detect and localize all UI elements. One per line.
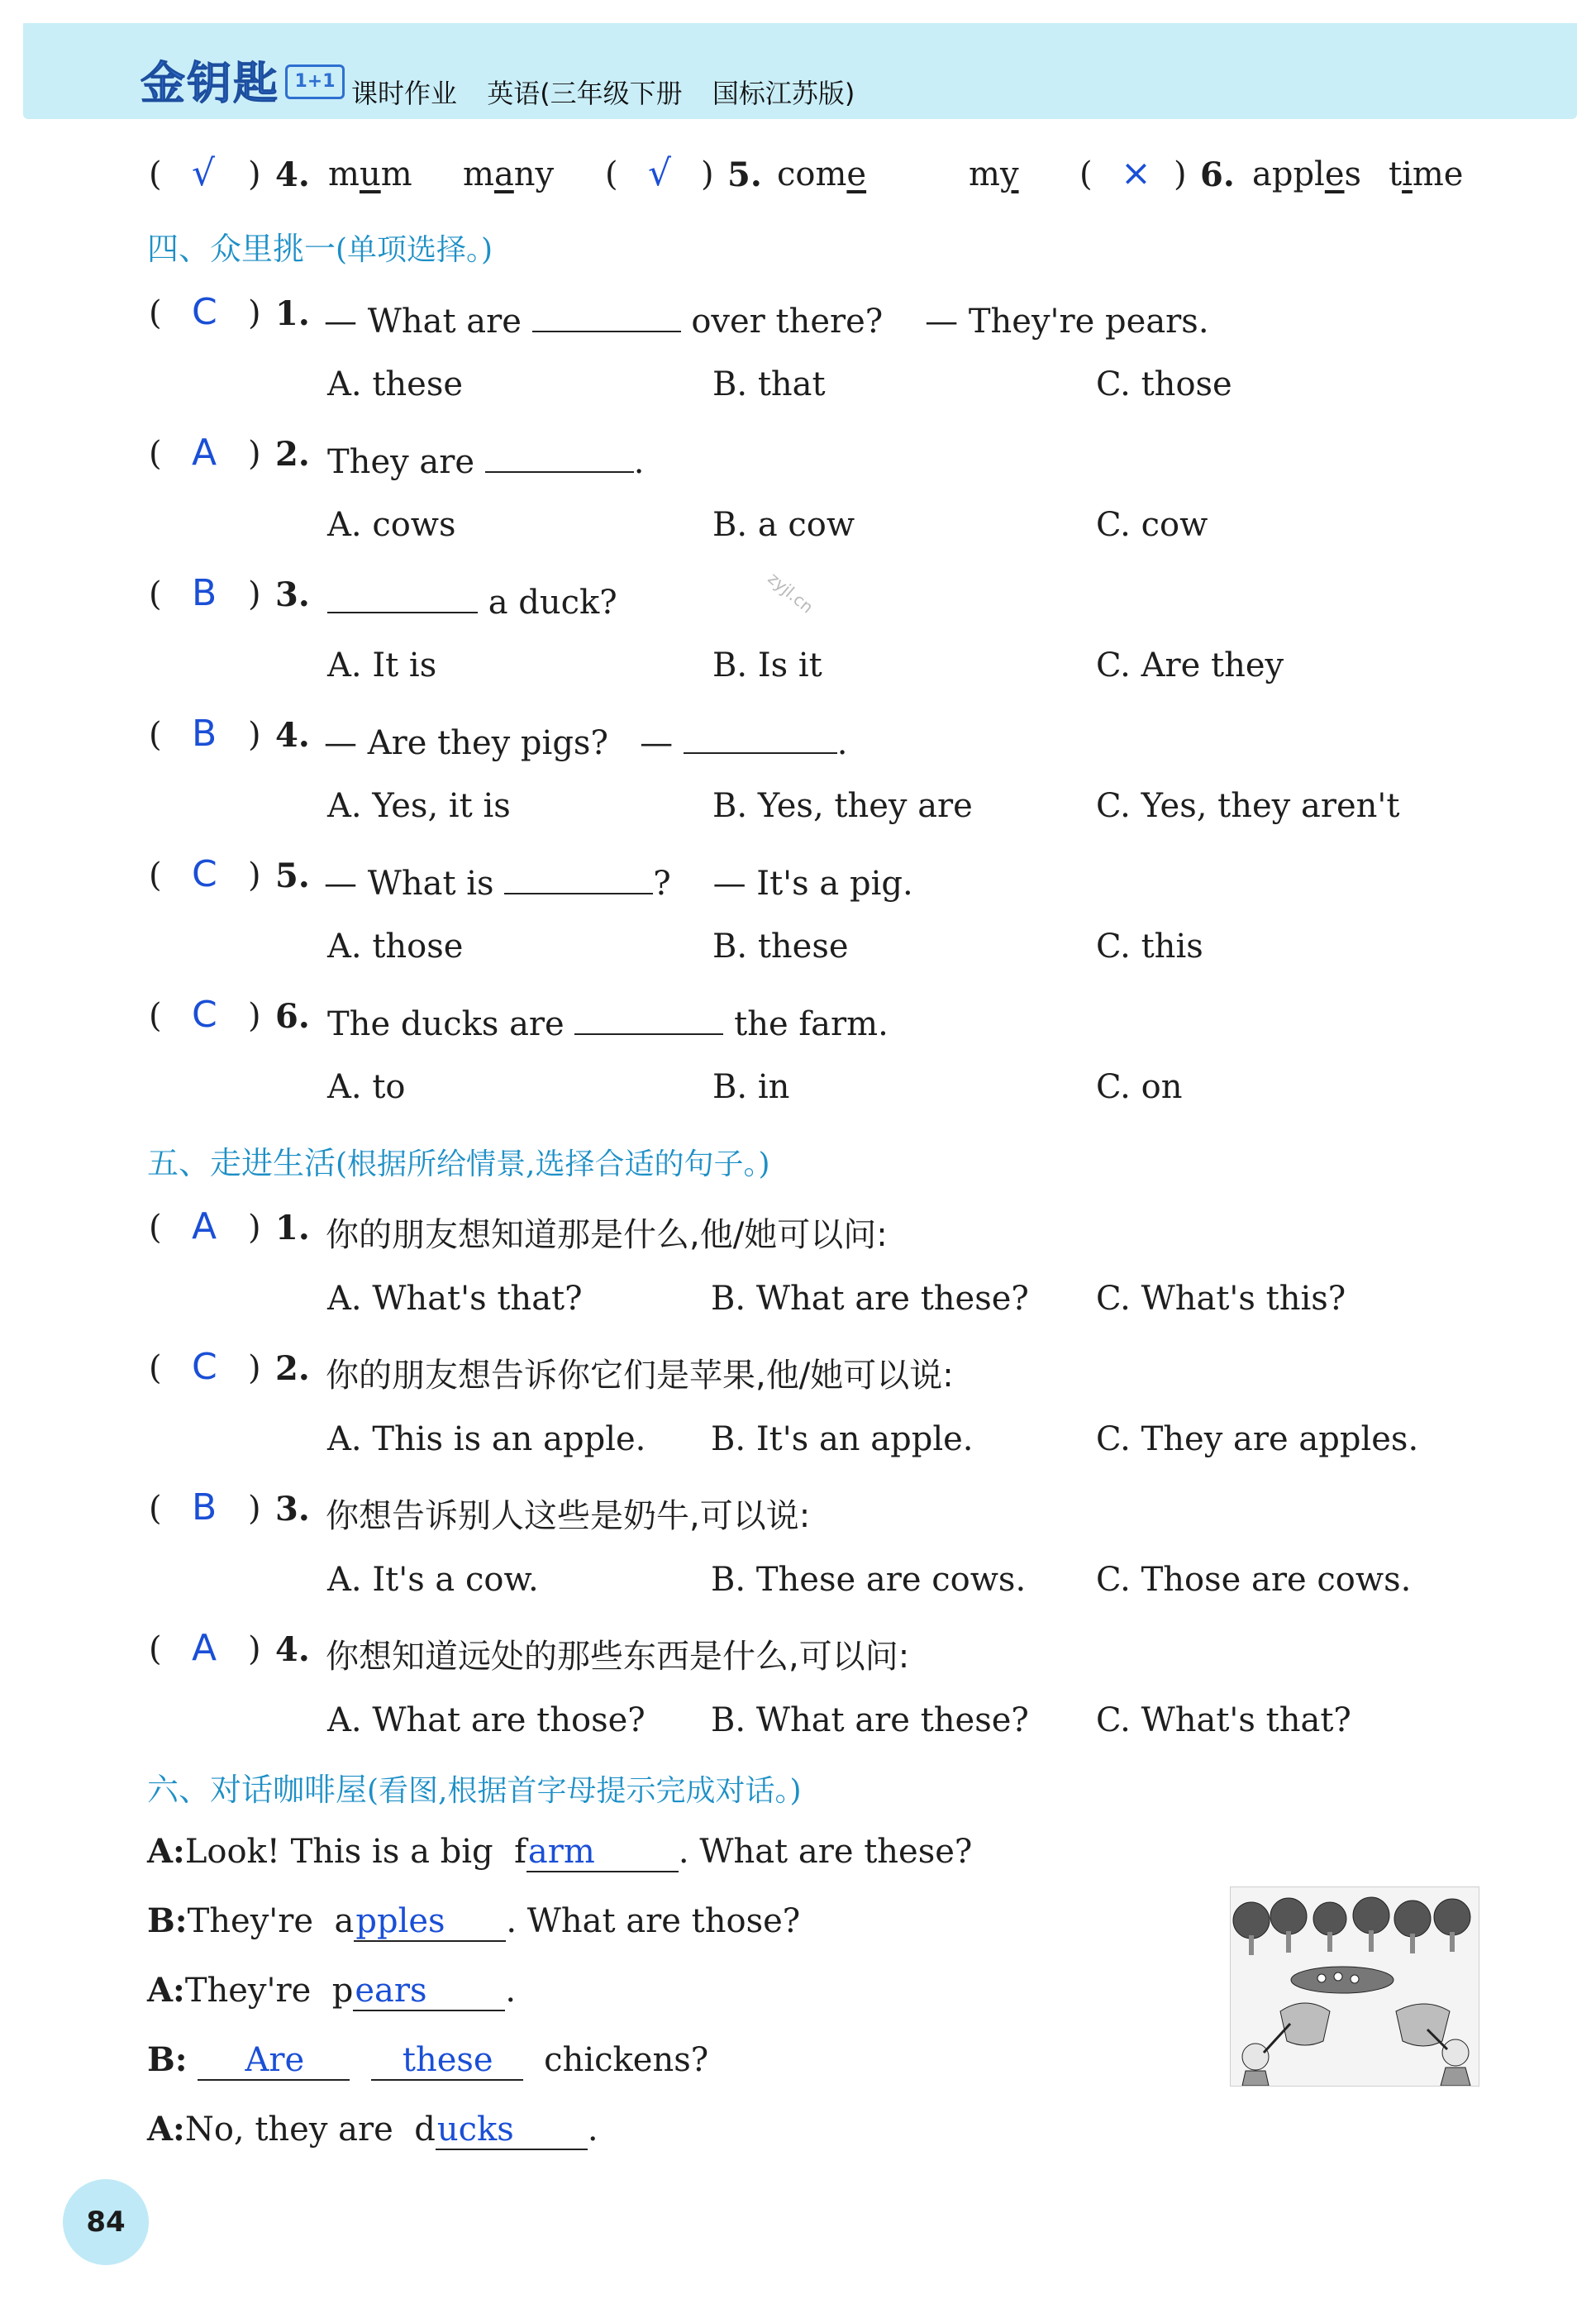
paren-open: ( xyxy=(1079,155,1093,193)
farm-illustration xyxy=(1230,1886,1479,2087)
option-c: C. Those are cows. xyxy=(1096,1561,1412,1599)
paren-close: ) xyxy=(248,155,261,193)
answer-letter: B xyxy=(192,1486,217,1529)
option-c: C. Are they xyxy=(1096,646,1284,684)
section4-title: 四、众里挑一(单项选择。) xyxy=(147,231,493,267)
option-b: B. It's an apple. xyxy=(711,1420,974,1458)
option-a: A. It is xyxy=(327,646,437,684)
option-b: B. These are cows. xyxy=(711,1561,1027,1599)
answer-letter: C xyxy=(192,853,217,895)
answer-mark: √ xyxy=(648,152,672,194)
option-c: C. this xyxy=(1096,928,1203,966)
question-number: 4. xyxy=(275,155,310,194)
option-c: C. those xyxy=(1096,365,1232,403)
option-a: A. Yes, it is xyxy=(327,787,511,825)
question-number: 6. xyxy=(1200,155,1235,194)
option-c: C. What's that? xyxy=(1096,1701,1351,1739)
header-meta xyxy=(351,73,876,111)
option-b: B. these xyxy=(712,928,849,966)
option-b: B. What are these? xyxy=(711,1701,1029,1739)
dialogue-line-4: B: Are these chickens? xyxy=(147,2040,709,2079)
word: come xyxy=(777,155,867,193)
paren-open: ( xyxy=(149,155,162,193)
paren-open: ( xyxy=(605,155,618,193)
option-c: C. They are apples. xyxy=(1096,1420,1419,1458)
option-a: A. It's a cow. xyxy=(327,1561,539,1599)
option-b: B. Is it xyxy=(712,646,822,684)
word: mum xyxy=(328,155,412,193)
watermark: zyjl.cn xyxy=(764,568,817,618)
page-number: 84 xyxy=(63,2179,149,2265)
option-b: B. What are these? xyxy=(711,1280,1029,1318)
option-b: B. in xyxy=(712,1068,790,1106)
option-a: A. to xyxy=(327,1068,406,1106)
dialogue-line-2: B:They're apples . What are those? xyxy=(147,1901,801,1940)
brand-logo: 金钥匙 xyxy=(141,57,279,109)
option-a: A. What's that? xyxy=(327,1280,583,1318)
word: apples xyxy=(1252,155,1362,193)
question-stem: They are . xyxy=(327,435,645,481)
answer-letter: C xyxy=(192,291,217,333)
option-b: B. a cow xyxy=(712,506,855,544)
question-stem: 你想知道远处的那些东西是什么,可以问: xyxy=(326,1638,910,1676)
answer-letter: C xyxy=(192,994,217,1036)
answer-letter: A xyxy=(192,1205,217,1247)
option-c: C. on xyxy=(1096,1068,1183,1106)
question-stem: a duck? xyxy=(327,575,617,622)
question-stem: 你的朋友想知道那是什么,他/她可以问: xyxy=(326,1216,888,1254)
option-a: A. What are those? xyxy=(327,1701,646,1739)
option-a: A. these xyxy=(327,365,464,403)
answer-mark: × xyxy=(1121,152,1151,194)
question-stem: The ducks are the farm. xyxy=(327,997,889,1043)
question-stem: 你想告诉别人这些是奶牛,可以说: xyxy=(326,1497,811,1535)
question-stem: 你的朋友想告诉你它们是苹果,他/她可以说: xyxy=(326,1357,954,1395)
question-stem: — What is ? — It's a pig. xyxy=(324,856,913,903)
option-a: A. This is an apple. xyxy=(327,1420,646,1458)
header-subtitle: 课时作业 xyxy=(351,78,458,109)
word: time xyxy=(1389,155,1464,193)
section5-title: 五、走进生活(根据所给情景,选择合适的句子。) xyxy=(147,1145,770,1181)
option-b: B. that xyxy=(712,365,826,403)
section6-title: 六、对话咖啡屋(看图,根据首字母提示完成对话。) xyxy=(147,1772,802,1808)
question-stem: — Are they pigs? — . xyxy=(324,716,848,762)
option-c: C. cow xyxy=(1096,506,1208,544)
answer-letter: B xyxy=(192,713,217,755)
paren-close: ) xyxy=(1174,155,1187,193)
option-c: C. What's this? xyxy=(1096,1280,1346,1318)
paren-close: ) xyxy=(701,155,714,193)
word: my xyxy=(969,155,1019,193)
answer-letter: B xyxy=(192,572,217,614)
question-number: 5. xyxy=(727,155,762,194)
answer-mark: √ xyxy=(192,152,216,194)
answer-letter: A xyxy=(192,432,217,474)
option-c: C. Yes, they aren't xyxy=(1096,787,1400,825)
dialogue-line-1: A:Look! This is a big farm . What are these? xyxy=(147,1832,973,1871)
word: many xyxy=(463,155,555,193)
option-a: A. those xyxy=(327,928,464,966)
option-a: A. cows xyxy=(327,506,456,544)
question-stem: — What are over there? — They're pears. xyxy=(324,294,1209,341)
header-edition: 国标江苏版) xyxy=(712,78,855,109)
header-subject: 英语(三年级下册 xyxy=(487,78,683,109)
dialogue-line-3: A:They're pears . xyxy=(147,1971,517,2010)
dialogue-line-5: A:No, they are ducks . xyxy=(147,2110,598,2149)
brand-badge: 1+1 xyxy=(285,64,345,99)
option-b: B. Yes, they are xyxy=(712,787,973,825)
answer-letter: C xyxy=(192,1346,217,1388)
answer-letter: A xyxy=(192,1627,217,1669)
